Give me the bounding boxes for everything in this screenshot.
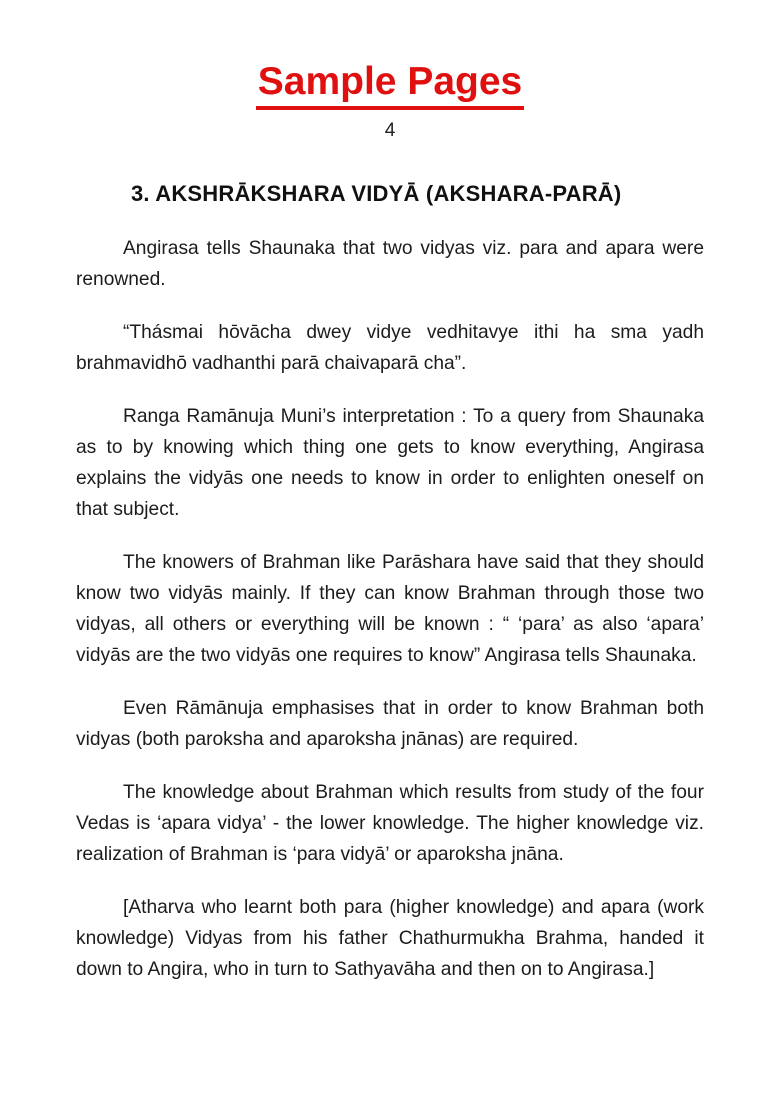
sample-pages-banner [0,58,780,110]
banner-title: Sample Pages [256,58,524,110]
paragraph: Ranga Ramānuja Muni’s interpretation : To a query from Shaunaka as to by knowing which thing one gets to know everything, Angirasa explains the vidyās one needs to know in order to enlighten oneself on that subject. [76,406,704,520]
page-number: 4 [384,120,396,141]
body-text [76,233,704,1007]
paragraph: “Thásmai hōvācha dwey vidye vedhitavye ithi ha sma yadh brahmavidhō vadhanthi parā chaivaparā cha”. [76,322,704,374]
chapter-heading: 3. AKSHRĀKSHARA VIDYĀ (AKSHARA-PARĀ) [131,181,622,206]
paragraph: The knowers of Brahman like Parāshara have said that they should know two vidyās mainly. If they can know Brahman through those two vidyas, all others or everything will be known : “ ‘para’ as also ‘apara’ vidyās are the two vidyās one requires to know” Angirasa tells Shaunaka. [76,552,704,666]
paragraph: The knowledge about Brahman which results from study of the four Vedas is ‘apara vidya’ - the lower knowledge. The higher knowledge viz. realization of Brahman is ‘para vidyā’ or aparoksha jnāna. [76,782,704,865]
paragraph: [Atharva who learnt both para (higher knowledge) and apara (work knowledge) Vidyas from his father Chathurmukha Brahma, handed it down to Angira, who in turn to Sathyavāha and then on to Angirasa.] [76,897,704,980]
paragraph: Angirasa tells Shaunaka that two vidyas viz. para and apara were renowned. [76,238,704,290]
paragraph: Even Rāmānuja emphasises that in order to know Brahman both vidyas (both paroksha and aparoksha jnānas) are required. [76,698,704,750]
